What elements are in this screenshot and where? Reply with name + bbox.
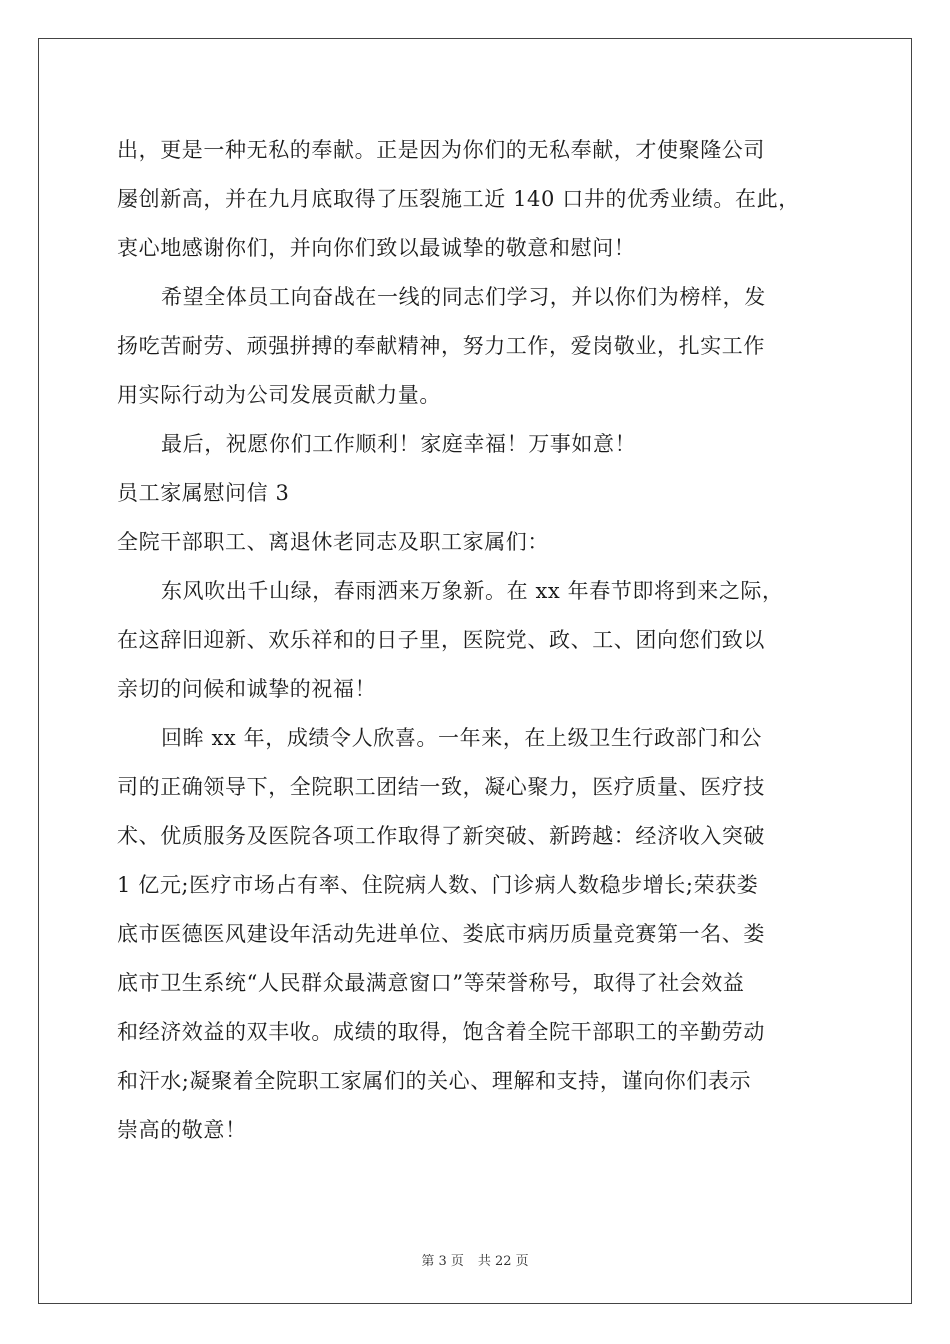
- text-line: 回眸 xx 年，成绩令人欣喜。一年来，在上级卫生行政部门和公: [161, 726, 763, 750]
- text-line: 屡创新高，并在九月底取得了压裂施工近 140 口井的优秀业绩。在此，: [117, 187, 800, 211]
- text-line: 东风吹出千山绿，春雨洒来万象新。在 xx 年春节即将到来之际，: [161, 579, 784, 603]
- text-line: 底市卫生系统“人民群众最满意窗口”等荣誉称号，取得了社会效益: [117, 971, 745, 995]
- document-body: [117, 126, 833, 1155]
- current-page-label: 第 3 页: [421, 1254, 464, 1269]
- text-line: 1 亿元;医疗市场占有率、住院病人数、门诊病人数稳步增长;荣获娄: [117, 873, 759, 897]
- text-line: 亲切的问候和诚挚的祝福！: [117, 677, 377, 701]
- text-line: 术、优质服务及医院各项工作取得了新突破、新跨越：经济收入突破: [117, 824, 765, 848]
- text-line: 出，更是一种无私的奉献。正是因为你们的无私奉献，才使聚隆公司: [117, 138, 765, 162]
- text-line: 崇高的敬意！: [117, 1118, 247, 1142]
- text-line: 司的正确领导下，全院职工团结一致，凝心聚力，医疗质量、医疗技: [117, 775, 765, 799]
- text-line: 和汗水;凝聚着全院职工家属们的关心、理解和支持，谨向你们表示: [117, 1069, 752, 1093]
- text-line: 全院干部职工、离退休老同志及职工家属们：: [117, 530, 549, 554]
- text-line: 衷心地感谢你们，并向你们致以最诚挚的敬意和慰问！: [117, 236, 636, 260]
- text-line: 扬吃苦耐劳、顽强拼搏的奉献精神，努力工作，爱岗敬业，扎实工作: [117, 334, 765, 358]
- page-footer: [0, 1250, 950, 1269]
- text-line: 在这辞旧迎新、欢乐祥和的日子里，医院党、政、工、团向您们致以: [117, 628, 765, 652]
- text-line: 底市医德医风建设年活动先进单位、娄底市病历质量竞赛第一名、娄: [117, 922, 765, 946]
- text-line: 最后，祝愿你们工作顺利！家庭幸福！万事如意！: [161, 432, 637, 456]
- text-line: 用实际行动为公司发展贡献力量。: [117, 383, 441, 407]
- text-line: 和经济效益的双丰收。成绩的取得，饱含着全院干部职工的辛勤劳动: [117, 1020, 765, 1044]
- total-pages-label: 共 22 页: [477, 1254, 529, 1269]
- text-line: 员工家属慰问信 3: [117, 481, 290, 505]
- text-line: 希望全体员工向奋战在一线的同志们学习，并以你们为榜样，发: [161, 285, 766, 309]
